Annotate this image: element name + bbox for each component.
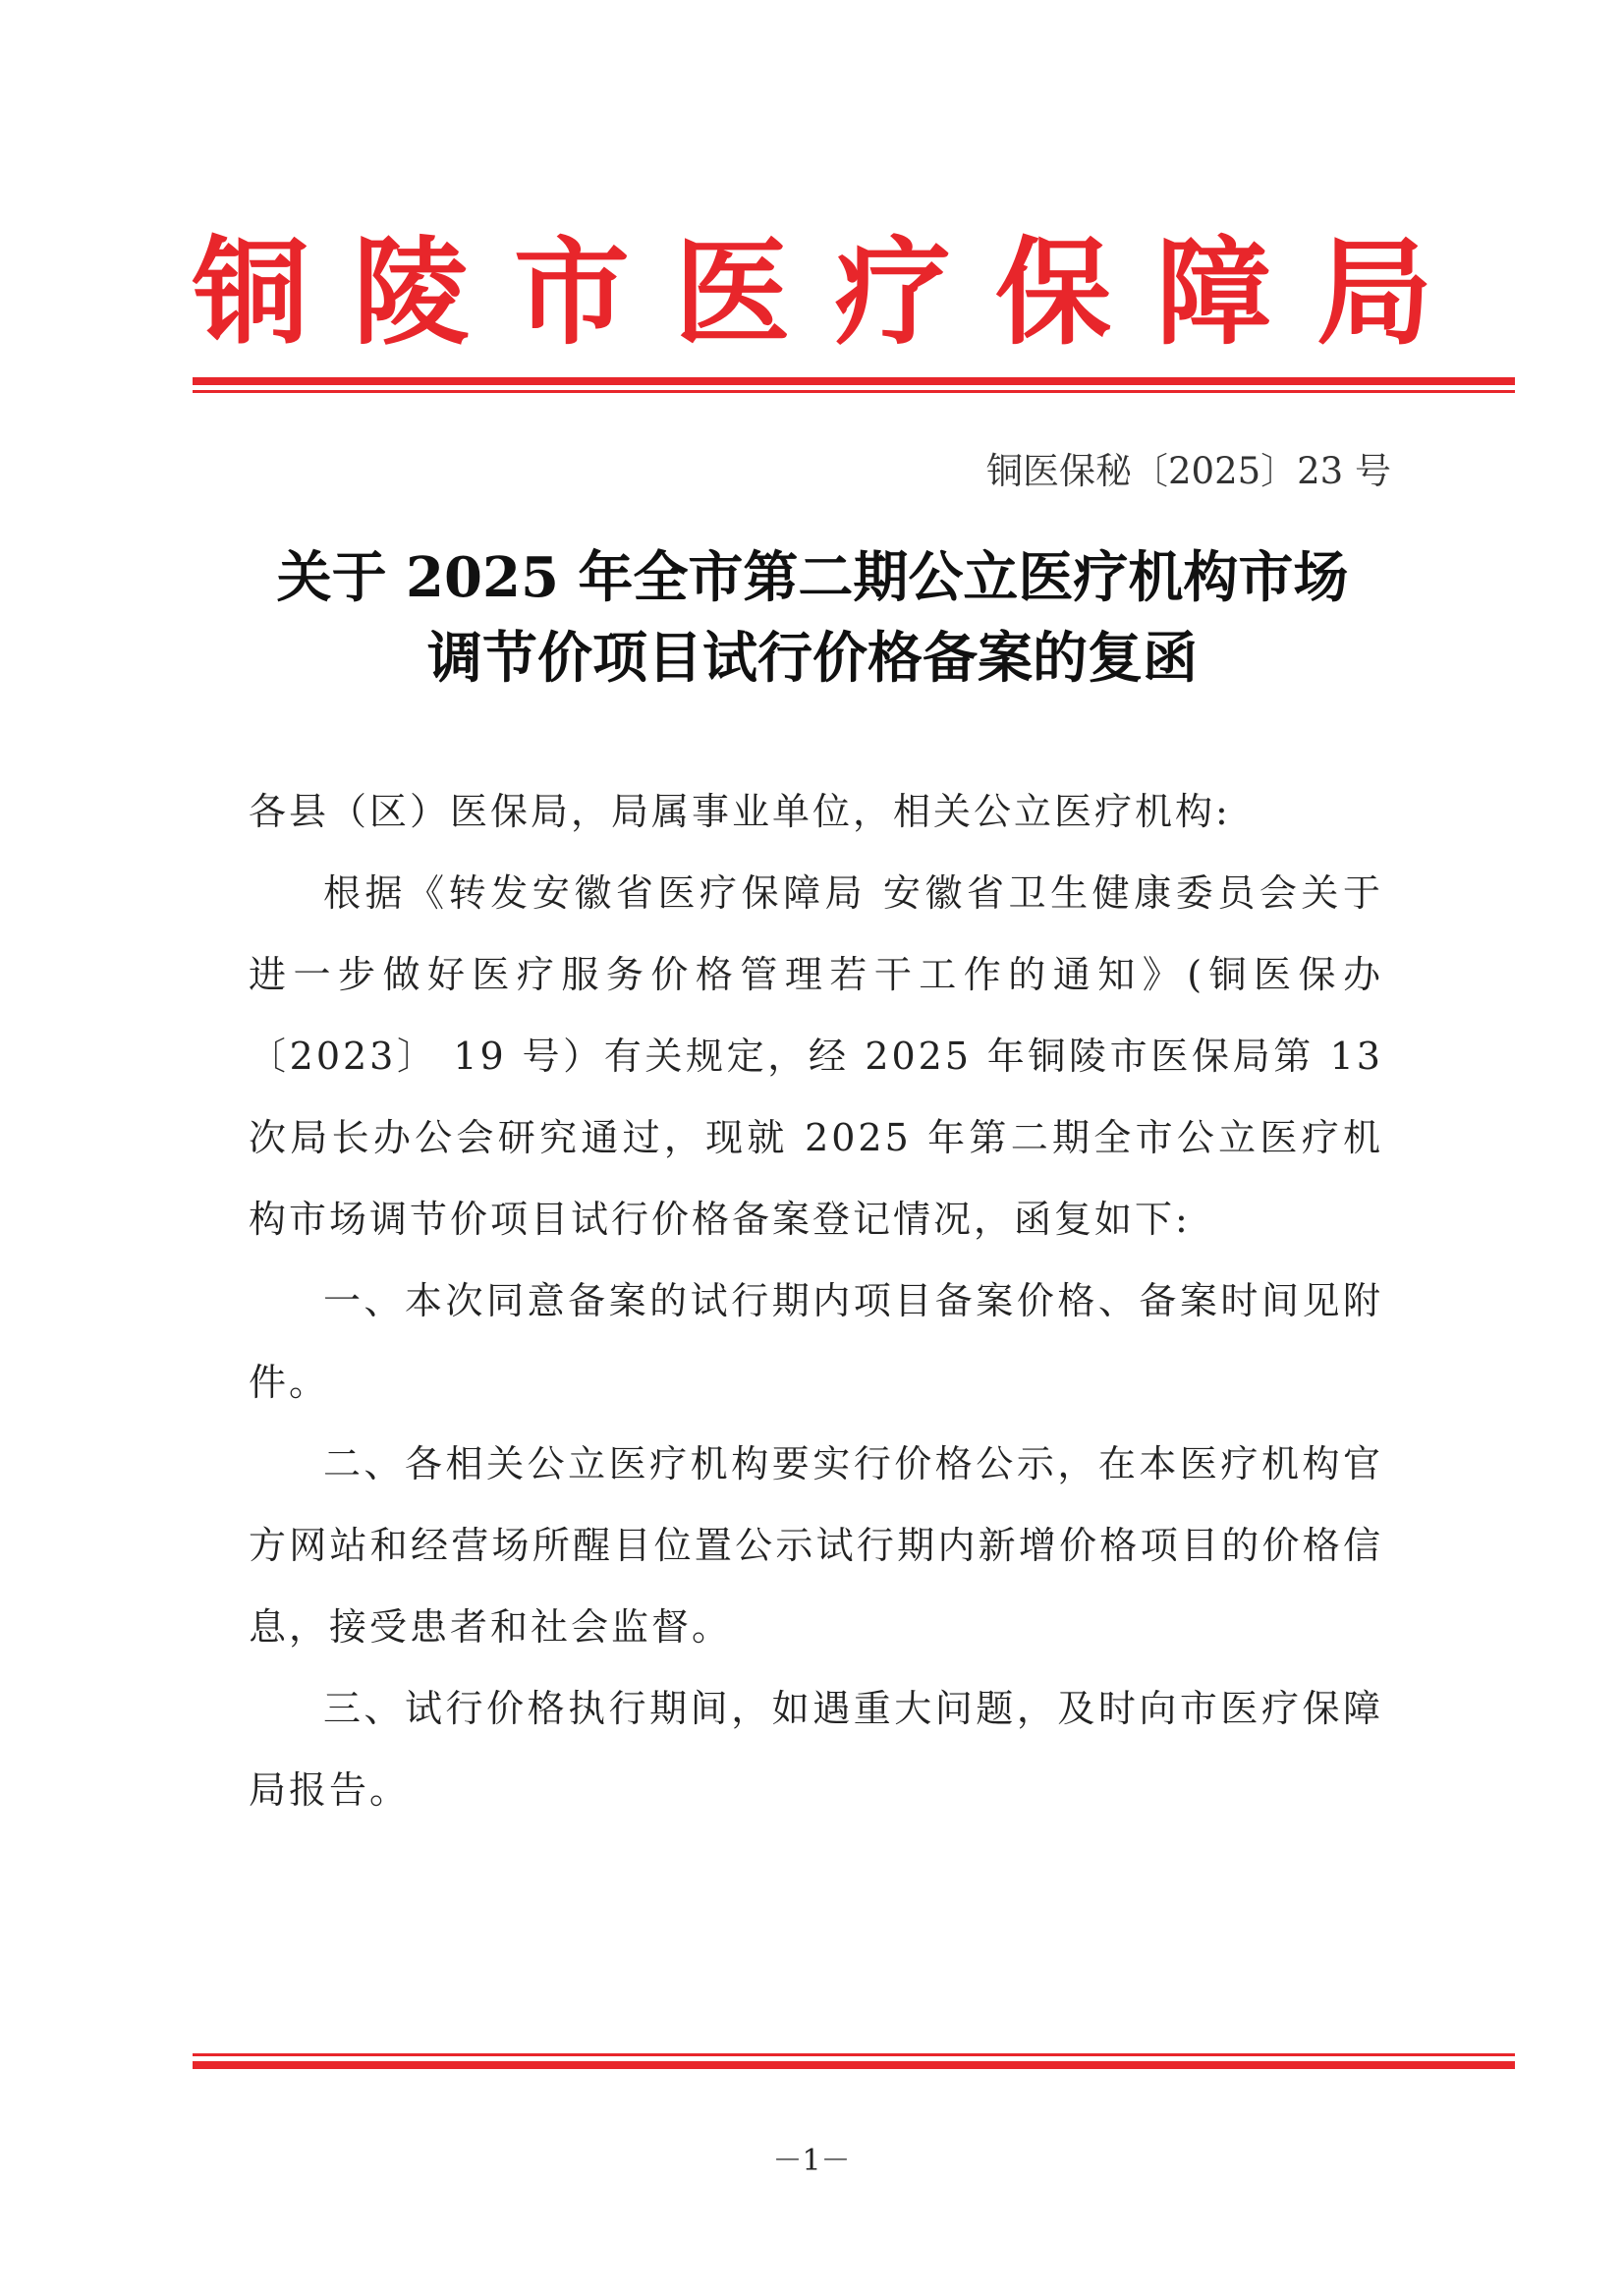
letterhead-title [193,224,1432,362]
document-title-line2: 调节价项目试行价格备案的复函 [427,626,1198,691]
body-paragraph: 根据《转发安徽省医疗保障局 安徽省卫生健康委员会关于进一步做好医疗服务价格管理若干工作的通知》(铜医保办〔2023〕 19 号）有关规定，经 2025 年铜陵市医保局第 13 次局长办公会研究通过，现就 2025 年第二期全市公立医疗机构市场调节价项目试行价格备案登记情况，函复如下: [249,871,1383,1241]
document-body [249,771,1383,1831]
letterhead-char: 障 [1155,224,1272,361]
letterhead-char: 疗 [834,224,951,361]
document-number: 铜医保秘〔2025〕23 号 [985,450,1391,492]
letterhead-char: 医 [674,224,791,361]
letterhead-char: 铜 [193,224,309,361]
document-title-line1: 关于 2025 年全市第二期公立医疗机构市场 [276,545,1349,610]
letterhead-char: 保 [995,224,1112,361]
letterhead-char: 陵 [353,224,470,361]
letterhead-rule-thick [193,377,1515,385]
salutation: 各县（区）医保局，局属事业单位，相关公立医疗机构: [249,790,1231,833]
footer-rule-thick [193,2061,1515,2069]
body-paragraph: 二、各相关公立医疗机构要实行价格公示，在本医疗机构官方网站和经营场所醒目位置公示试行期内新增价格项目的价格信息，接受患者和社会监督。 [249,1442,1383,1649]
page-number: －1－ [772,2144,851,2178]
footer-rule-thin [193,2053,1515,2056]
letterhead-rule-thin [193,390,1515,393]
body-paragraph: 三、试行价格执行期间，如遇重大问题，及时向市医疗保障局报告。 [249,1687,1383,1812]
letterhead-char: 市 [513,224,630,361]
body-paragraph: 一、本次同意备案的试行期内项目备案价格、备案时间见附件。 [249,1279,1383,1404]
letterhead-char: 局 [1315,224,1432,361]
